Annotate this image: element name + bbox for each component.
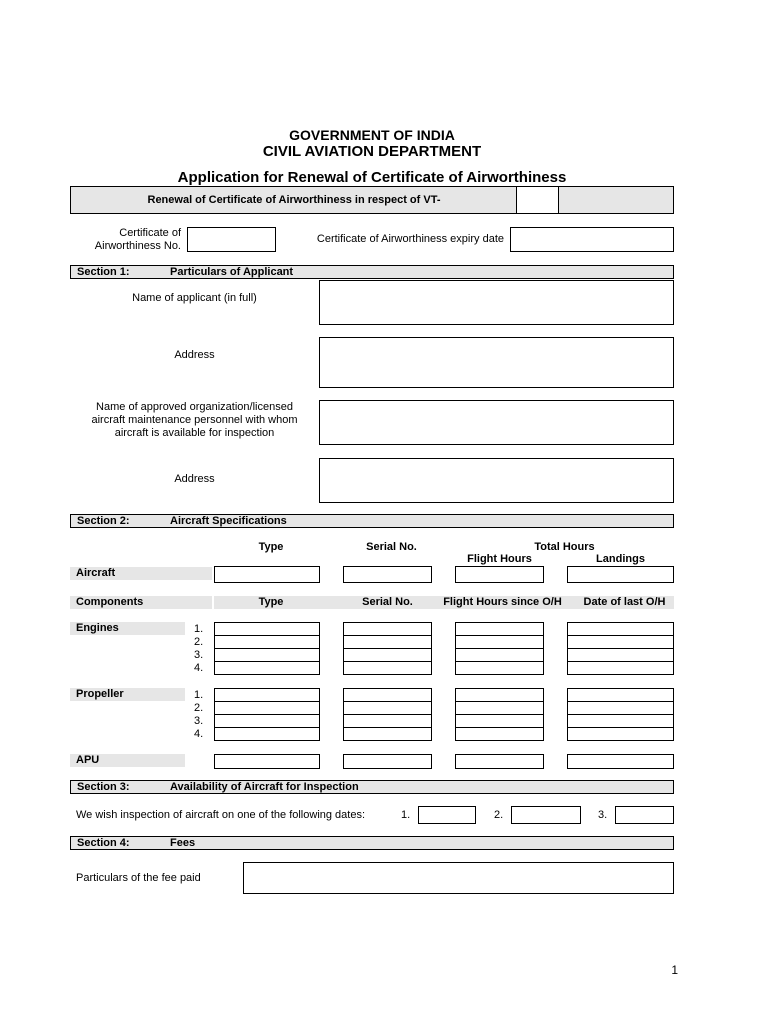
- propeller-flight-hours-field[interactable]: [455, 701, 544, 715]
- inspection-date-1-field[interactable]: [418, 806, 476, 824]
- engine-overhaul-date-field[interactable]: [567, 635, 674, 649]
- propeller-serial-field[interactable]: [343, 701, 432, 715]
- applicant-address-field[interactable]: [319, 337, 674, 388]
- section-3-header: [70, 780, 674, 794]
- propeller-overhaul-date-field[interactable]: [567, 688, 674, 702]
- comp-serial-header: Serial No.: [362, 596, 413, 608]
- comp-date-header: Date of last O/H: [583, 596, 666, 608]
- fee-field[interactable]: [243, 862, 674, 894]
- propeller-flight-hours-field[interactable]: [455, 714, 544, 728]
- col-type-header: Type: [258, 541, 284, 553]
- header-line-1: GOVERNMENT OF INDIA: [289, 127, 455, 143]
- propeller-row-1-number: 1.: [194, 689, 204, 701]
- cert-no-field[interactable]: [187, 227, 276, 252]
- aircraft-label: Aircraft: [70, 567, 212, 580]
- section-1-title: Particulars of Applicant: [170, 266, 294, 278]
- comp-flight-header: Flight Hours since O/H: [443, 596, 562, 608]
- section-2-number: Section 2:: [77, 515, 130, 527]
- propeller-label: Propeller: [70, 688, 185, 701]
- organization-label: [70, 401, 319, 440]
- propeller-serial-field[interactable]: [343, 727, 432, 741]
- inspection-date-2-field[interactable]: [511, 806, 581, 824]
- engine-overhaul-date-field[interactable]: [567, 648, 674, 662]
- propeller-type-field[interactable]: [214, 727, 320, 741]
- cert-no-label: [70, 227, 181, 253]
- propeller-row-4-number: 4.: [194, 728, 204, 740]
- engine-serial-field[interactable]: [343, 635, 432, 649]
- propeller-overhaul-date-field[interactable]: [567, 727, 674, 741]
- applicant-name-label: Name of applicant (in full): [132, 292, 257, 304]
- section-1-header: [70, 265, 674, 279]
- engine-flight-hours-field[interactable]: [455, 661, 544, 675]
- engine-serial-field[interactable]: [343, 622, 432, 636]
- engine-type-field[interactable]: [214, 622, 320, 636]
- date-3-number: 3.: [598, 809, 608, 821]
- date-2-number: 2.: [494, 809, 504, 821]
- propeller-serial-field[interactable]: [343, 714, 432, 728]
- section-4-title: Fees: [170, 837, 196, 849]
- section-4-number: Section 4:: [77, 837, 130, 849]
- engine-overhaul-date-field[interactable]: [567, 622, 674, 636]
- components-label: Components: [70, 596, 212, 609]
- comp-type-header: Type: [258, 596, 284, 608]
- propeller-row-3-number: 3.: [194, 715, 204, 727]
- components-header: [70, 596, 674, 609]
- apu-overhaul-date-field[interactable]: [567, 754, 674, 769]
- apu-flight-hours-field[interactable]: [455, 754, 544, 769]
- page-number: 1: [671, 963, 678, 977]
- organization-field[interactable]: [319, 400, 674, 445]
- organization-label-line-1: Name of approved organization/licensed: [96, 401, 293, 413]
- header-line-2: CIVIL AVIATION DEPARTMENT: [262, 143, 482, 160]
- organization-label-line-2: aircraft maintenance personnel with whom: [91, 414, 298, 426]
- col-landings-header: Landings: [596, 553, 645, 565]
- section-3-title: Availability of Aircraft for Inspection: [170, 781, 359, 793]
- applicant-address-label: Address: [174, 349, 215, 361]
- expiry-date-label: Certificate of Airworthiness expiry date: [316, 233, 504, 245]
- aircraft-flight-hours-field[interactable]: [455, 566, 544, 583]
- vt-registration-field[interactable]: [516, 186, 559, 214]
- engine-row-2-number: 2.: [194, 636, 204, 648]
- section-4-header: [70, 836, 674, 850]
- apu-label: APU: [70, 754, 185, 767]
- date-1-number: 1.: [401, 809, 411, 821]
- engine-flight-hours-field[interactable]: [455, 648, 544, 662]
- engine-type-field[interactable]: [214, 648, 320, 662]
- fee-label: Particulars of the fee paid: [76, 872, 201, 884]
- engine-type-field[interactable]: [214, 635, 320, 649]
- propeller-type-field[interactable]: [214, 714, 320, 728]
- apu-type-field[interactable]: [214, 754, 320, 769]
- organization-label-line-3: aircraft is available for inspection: [114, 427, 275, 439]
- propeller-flight-hours-field[interactable]: [455, 688, 544, 702]
- propeller-row-2-number: 2.: [194, 702, 204, 714]
- engine-row-3-number: 3.: [194, 649, 204, 661]
- propeller-overhaul-date-field[interactable]: [567, 714, 674, 728]
- section-3-number: Section 3:: [77, 781, 130, 793]
- form-title: Application for Renewal of Certificate of Airworthiness: [177, 169, 567, 186]
- propeller-overhaul-date-field[interactable]: [567, 701, 674, 715]
- aircraft-serial-field[interactable]: [343, 566, 432, 583]
- organization-address-field[interactable]: [319, 458, 674, 503]
- cert-no-label-line-1: Certificate of: [119, 227, 181, 239]
- propeller-serial-field[interactable]: [343, 688, 432, 702]
- inspection-dates-text: We wish inspection of aircraft on one of the following dates:: [76, 809, 366, 821]
- engine-overhaul-date-field[interactable]: [567, 661, 674, 675]
- inspection-date-3-field[interactable]: [615, 806, 674, 824]
- aircraft-landings-field[interactable]: [567, 566, 674, 583]
- engine-serial-field[interactable]: [343, 661, 432, 675]
- col-total-hours-header: Total Hours: [534, 541, 595, 553]
- apu-serial-field[interactable]: [343, 754, 432, 769]
- engine-type-field[interactable]: [214, 661, 320, 675]
- propeller-type-field[interactable]: [214, 701, 320, 715]
- cert-no-label-line-2: Airworthiness No.: [94, 240, 181, 252]
- engine-row-1-number: 1.: [194, 623, 204, 635]
- engines-label: Engines: [70, 622, 185, 635]
- expiry-date-field[interactable]: [510, 227, 674, 252]
- section-1-number: Section 1:: [77, 266, 130, 278]
- engine-serial-field[interactable]: [343, 648, 432, 662]
- propeller-flight-hours-field[interactable]: [455, 727, 544, 741]
- engine-flight-hours-field[interactable]: [455, 622, 544, 636]
- engine-row-4-number: 4.: [194, 662, 204, 674]
- propeller-type-field[interactable]: [214, 688, 320, 702]
- aircraft-type-field[interactable]: [214, 566, 320, 583]
- col-flight-hours-header: Flight Hours: [467, 553, 532, 565]
- renewal-bar-text: Renewal of Certificate of Airworthiness in respect of VT-: [147, 194, 441, 206]
- section-2-header: [70, 514, 674, 528]
- organization-address-label: Address: [174, 473, 215, 485]
- col-serial-header: Serial No.: [366, 541, 417, 553]
- engine-flight-hours-field[interactable]: [455, 635, 544, 649]
- applicant-name-field[interactable]: [319, 280, 674, 325]
- section-2-title: Aircraft Specifications: [170, 515, 287, 527]
